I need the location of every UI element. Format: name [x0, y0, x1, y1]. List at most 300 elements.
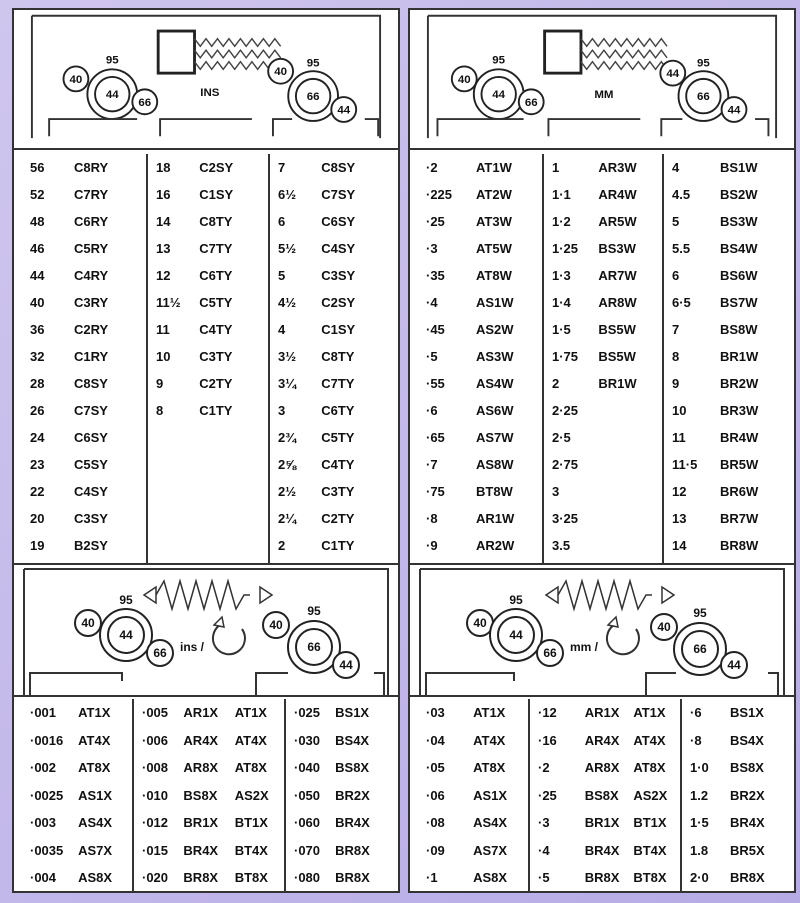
gear-setting-code: BR5X: [730, 842, 765, 858]
table-row: [544, 235, 662, 262]
feed-value: 3¼: [278, 376, 297, 391]
gear-left-right-label: 66: [524, 96, 538, 109]
table-row: [544, 181, 662, 208]
gear-setting-code: BS6W: [720, 268, 758, 283]
table-row: [418, 754, 528, 782]
feed-value: 1·25: [552, 241, 579, 256]
feed-value: ·015: [142, 842, 169, 858]
table-row: [418, 262, 542, 289]
feed-value: 3·25: [552, 511, 579, 526]
table-row: [418, 782, 528, 810]
gear-right-top-label: 95: [307, 604, 321, 619]
table-row: [148, 316, 268, 343]
gear-right-small-label: 40: [269, 618, 283, 633]
gear-setting-code: AT2W: [476, 187, 512, 202]
feed-value: 11·5: [672, 457, 698, 472]
gear-setting-code: BS3W: [720, 214, 758, 229]
feed-value: 1·0: [690, 760, 709, 776]
feed-value: ·005: [142, 705, 169, 721]
gear-setting-code: BS8X: [183, 787, 218, 803]
ins-table-column-2: [148, 154, 270, 563]
feed-value: 14: [156, 214, 171, 229]
gear-setting-code: AT8X: [633, 760, 666, 776]
table-row: [148, 262, 268, 289]
gear-setting-code: C6RY: [74, 214, 109, 229]
gear-setting-code: BT1X: [633, 815, 667, 831]
gear-right-top-label: 95: [693, 606, 707, 621]
gear-setting-code: AT1X: [78, 705, 111, 721]
feed-value: 1·5: [552, 322, 571, 337]
table-row: [544, 478, 662, 505]
table-row: [530, 809, 680, 837]
feed-value: ·0025: [30, 787, 64, 803]
feed-value: 2·0: [690, 870, 709, 886]
feed-value: 10: [156, 349, 171, 364]
table-row: [418, 478, 542, 505]
mm-fine-column-1: [418, 699, 530, 891]
feed-value: ·55: [426, 376, 445, 391]
feed-value: ·09: [426, 842, 445, 858]
table-row: [530, 837, 680, 865]
gear-setting-code: AT8X: [234, 760, 267, 776]
gear-setting-code: BS1X: [730, 705, 764, 721]
feed-value: ·9: [426, 538, 438, 553]
feed-value: 1·5: [690, 815, 709, 831]
feed-value: 22: [30, 484, 45, 499]
gear-setting-code: AS1W: [476, 295, 514, 310]
feed-value: 6: [278, 214, 286, 229]
feed-value: 3.5: [552, 538, 571, 553]
feed-value: ·25: [426, 214, 445, 229]
feed-value: 28: [30, 376, 45, 391]
gear-setting-code: BR1X: [584, 815, 620, 831]
feed-value: ·4: [426, 295, 438, 310]
feed-value: ·4: [538, 842, 550, 858]
feed-value: 1·75: [552, 349, 579, 364]
gear-setting-code: C2TY: [321, 511, 355, 526]
ins-fine-feed-table: [14, 697, 398, 891]
gear-setting-code: BR2X: [730, 787, 765, 803]
gear-setting-code: AS2X: [234, 787, 269, 803]
gear-setting-code: C7SY: [321, 187, 356, 202]
gear-left-center-label: 44: [492, 89, 506, 102]
table-row: [270, 289, 390, 316]
table-row: [22, 451, 146, 478]
mm-table-column-3: [664, 154, 786, 563]
feed-value: 6: [672, 268, 680, 283]
feed-value: ·025: [294, 705, 321, 721]
feed-value: 6½: [278, 187, 297, 202]
gear-setting-code: C7TY: [199, 241, 233, 256]
feed-value: ·070: [294, 842, 321, 858]
table-row: [22, 208, 146, 235]
table-row: [270, 370, 390, 397]
gear-setting-code: BS4X: [335, 732, 370, 748]
gear-left-center-label: 44: [105, 89, 119, 102]
feed-value: ·0035: [30, 842, 64, 858]
gear-right-small-label: 44: [666, 68, 680, 81]
table-row: [22, 154, 146, 181]
table-row: [134, 864, 284, 891]
gear-left-small-label: 40: [457, 73, 471, 86]
feed-value: 3: [552, 484, 560, 499]
gear-setting-code: AR2W: [476, 538, 515, 553]
table-row: [544, 397, 662, 424]
table-row: [530, 727, 680, 755]
table-row: [544, 532, 662, 559]
feed-value: 23: [30, 457, 45, 472]
feed-value: 1.8: [690, 842, 709, 858]
table-row: [664, 208, 786, 235]
gear-setting-code: AR1X: [584, 705, 620, 721]
table-row: [270, 154, 390, 181]
table-row: [134, 727, 284, 755]
table-row: [418, 154, 542, 181]
feed-value: 32: [30, 349, 45, 364]
feed-value: 1·3: [552, 268, 571, 283]
feed-value: ·050: [294, 787, 321, 803]
feed-value: 2½: [278, 484, 297, 499]
table-row: [664, 370, 786, 397]
feed-value: 24: [30, 430, 45, 445]
feed-value: 2: [552, 376, 560, 391]
feed-value: 1.2: [690, 787, 709, 803]
table-row: [148, 397, 268, 424]
feed-value: 9: [156, 376, 164, 391]
feed-value: 8: [672, 349, 680, 364]
gear-setting-code: BS1W: [720, 160, 758, 175]
gear-setting-code: BR4X: [335, 815, 370, 831]
table-row: [530, 754, 680, 782]
ins-leadscrew-gear-diagram: [14, 10, 398, 142]
mm-feed-diagram: [410, 565, 794, 697]
gear-setting-code: C2SY: [199, 160, 234, 175]
table-row: [22, 262, 146, 289]
gear-setting-code: C8SY: [74, 376, 108, 391]
table-row: [544, 289, 662, 316]
table-row: [286, 837, 390, 865]
gear-left-top-label: 95: [509, 593, 523, 608]
gear-setting-code: C3TY: [321, 484, 355, 499]
mm-feed-table: [410, 150, 794, 565]
table-row: [418, 532, 542, 559]
gear-setting-code: BR8X: [183, 870, 219, 886]
gear-setting-code: BR4X: [183, 842, 219, 858]
gear-setting-code: C7RY: [74, 187, 109, 202]
gear-setting-code: BS8X: [584, 787, 619, 803]
table-row: [286, 809, 390, 837]
gear-right-right-label: 44: [337, 104, 351, 117]
table-row: [418, 235, 542, 262]
table-row: [22, 754, 132, 782]
feed-value: 2: [278, 538, 286, 553]
feed-value: ·010: [142, 787, 169, 803]
table-row: [418, 424, 542, 451]
gear-setting-code: C8SY: [321, 160, 356, 175]
table-row: [22, 235, 146, 262]
gear-setting-code: C2RY: [74, 322, 109, 337]
gear-setting-code: AR1X: [183, 705, 219, 721]
table-row: [664, 343, 786, 370]
gear-setting-code: C6TY: [199, 268, 233, 283]
feed-value: ·8: [426, 511, 438, 526]
gear-setting-code: AT8X: [78, 760, 111, 776]
gear-setting-code: BS5W: [598, 349, 636, 364]
gear-setting-code: BS3W: [598, 241, 636, 256]
table-row: [22, 424, 146, 451]
gear-setting-code: BR8X: [335, 870, 370, 886]
table-row: [134, 754, 284, 782]
gear-setting-code: BS5W: [598, 322, 636, 337]
ins-feed-table: [14, 150, 398, 565]
feed-value: ·35: [426, 268, 445, 283]
table-row: [22, 837, 132, 865]
gear-setting-code: BS8W: [720, 322, 758, 337]
feed-value: 13: [672, 511, 687, 526]
table-row: [664, 505, 786, 532]
feed-value: ·5: [426, 349, 438, 364]
feed-value: 5: [278, 268, 286, 283]
table-row: [22, 289, 146, 316]
table-row: [148, 289, 268, 316]
feed-value: ·5: [538, 870, 550, 886]
feed-value: 12: [672, 484, 687, 499]
table-row: [544, 208, 662, 235]
gear-setting-code: BR3W: [720, 403, 759, 418]
gear-setting-code: BS2W: [720, 187, 758, 202]
feed-value: 10: [672, 403, 687, 418]
ins-feed-gear-diagram: [14, 565, 398, 697]
feed-value: 4: [278, 322, 286, 337]
ins-top-diagram: [14, 10, 398, 150]
gear-setting-code: BR1X: [183, 815, 219, 831]
table-row: [22, 782, 132, 810]
gear-setting-code: BR8X: [584, 870, 620, 886]
gear-setting-code: AT5W: [476, 241, 512, 256]
table-row: [148, 181, 268, 208]
feed-value: ·006: [142, 732, 169, 748]
gear-left-small-label: 40: [69, 73, 83, 86]
gear-setting-code: BR1W: [598, 376, 637, 391]
feed-value: ·2: [426, 160, 438, 175]
table-row: [270, 532, 390, 559]
gear-setting-code: AS4W: [476, 376, 514, 391]
feed-value: ·3: [426, 241, 438, 256]
table-row: [22, 316, 146, 343]
gear-setting-code: C1SY: [321, 322, 356, 337]
feed-value: 12: [156, 268, 171, 283]
gear-right-small-label: 40: [657, 620, 671, 635]
table-row: [22, 699, 132, 727]
mm-table-column-2: [544, 154, 664, 563]
mm-table-column-1: [418, 154, 544, 563]
gear-setting-code: C1SY: [199, 187, 234, 202]
feed-value: ·45: [426, 322, 445, 337]
table-row: [544, 316, 662, 343]
table-row: [270, 451, 390, 478]
gear-setting-code: BR4W: [720, 430, 759, 445]
table-row: [286, 754, 390, 782]
feed-value: 8: [156, 403, 164, 418]
feed-value: ·2: [538, 760, 550, 776]
table-row: [286, 782, 390, 810]
feed-value: 1: [552, 160, 560, 175]
ins-fine-column-1: [22, 699, 134, 891]
feed-value: ·16: [538, 732, 557, 748]
table-row: [544, 154, 662, 181]
gear-setting-code: BT8X: [633, 870, 667, 886]
feed-value: 2·25: [552, 403, 579, 418]
table-row: [148, 343, 268, 370]
table-row: [22, 343, 146, 370]
feed-value: 6·5: [672, 295, 691, 310]
gear-setting-code: C6SY: [321, 214, 356, 229]
gear-setting-code: BR1W: [720, 349, 759, 364]
feed-value: 5.5: [672, 241, 691, 256]
table-row: [664, 316, 786, 343]
feed-value: ·020: [142, 870, 169, 886]
table-row: [544, 262, 662, 289]
gear-setting-code: AT4X: [633, 732, 666, 748]
feed-value: 40: [30, 295, 45, 310]
feed-value: ·0016: [30, 732, 64, 748]
table-row: [664, 235, 786, 262]
feed-value: 1·4: [552, 295, 571, 310]
gear-left-center-label: 44: [119, 628, 133, 643]
feed-value: ·040: [294, 760, 321, 776]
gear-setting-code: C7TY: [321, 376, 355, 391]
gear-setting-code: C3SY: [74, 511, 108, 526]
table-row: [664, 154, 786, 181]
gear-setting-code: C6SY: [74, 430, 108, 445]
gear-setting-code: C4TY: [321, 457, 355, 472]
feed-value: 56: [30, 160, 45, 175]
feed-value: 18: [156, 160, 171, 175]
feed-value: 4: [672, 160, 680, 175]
feed-value: ·225: [426, 187, 453, 202]
gear-setting-code: BR6W: [720, 484, 759, 499]
gear-setting-code: C4SY: [321, 241, 356, 256]
feed-value: 19: [30, 538, 45, 553]
ins-threading-chart: [12, 8, 400, 893]
feed-value: 2·75: [552, 457, 579, 472]
gear-setting-code: C3SY: [321, 268, 356, 283]
gear-setting-code: BR8W: [720, 538, 759, 553]
table-row: [22, 397, 146, 424]
gear-setting-code: AS7W: [476, 430, 514, 445]
table-row: [270, 397, 390, 424]
table-row: [418, 370, 542, 397]
table-row: [22, 532, 146, 559]
gear-setting-code: AS6W: [476, 403, 514, 418]
gear-setting-code: C4TY: [199, 322, 233, 337]
feed-value: ·75: [426, 484, 445, 499]
table-row: [286, 699, 390, 727]
mm-feed-unit-label: mm /: [570, 640, 599, 654]
table-row: [544, 505, 662, 532]
gear-setting-code: AR8X: [584, 760, 620, 776]
table-row: [664, 397, 786, 424]
gear-setting-code: AR4X: [183, 732, 219, 748]
gear-setting-code: C1TY: [321, 538, 355, 553]
gear-setting-code: B2SY: [74, 538, 108, 553]
table-row: [418, 451, 542, 478]
gear-setting-code: AS2X: [633, 787, 668, 803]
feed-value: 3½: [278, 349, 297, 364]
table-row: [544, 424, 662, 451]
gear-setting-code: AT1W: [476, 160, 512, 175]
table-row: [544, 451, 662, 478]
table-row: [270, 181, 390, 208]
gear-left-small-label: 40: [473, 616, 487, 631]
table-row: [418, 809, 528, 837]
table-row: [270, 505, 390, 532]
ins-table-column-3: [270, 154, 390, 563]
table-row: [270, 235, 390, 262]
gear-setting-code: BS1X: [335, 705, 370, 721]
feed-value: 2¾: [278, 430, 297, 445]
gear-left-top-label: 95: [492, 54, 506, 67]
gear-right-top-label: 95: [306, 57, 320, 70]
gear-setting-code: BS8X: [730, 760, 764, 776]
mm-leadscrew-gear-diagram: [410, 10, 794, 142]
feed-value: ·06: [426, 787, 445, 803]
table-row: [148, 370, 268, 397]
feed-value: 20: [30, 511, 45, 526]
feed-value: 52: [30, 187, 45, 202]
table-row: [418, 343, 542, 370]
table-row: [270, 343, 390, 370]
table-row: [286, 727, 390, 755]
feed-value: 16: [156, 187, 171, 202]
table-row: [530, 699, 680, 727]
gear-setting-code: C3RY: [74, 295, 109, 310]
table-row: [22, 370, 146, 397]
feed-value: 46: [30, 241, 45, 256]
table-row: [418, 864, 528, 891]
feed-value: 3: [278, 403, 286, 418]
table-row: [530, 864, 680, 891]
gear-left-right-label: 66: [138, 96, 152, 109]
gear-setting-code: BS4W: [720, 241, 758, 256]
gear-left-right-label: 66: [543, 646, 557, 661]
gear-right-center-label: 66: [307, 640, 321, 655]
feed-value: ·08: [426, 815, 445, 831]
gear-setting-code: C2TY: [199, 376, 233, 391]
feed-value: 13: [156, 241, 171, 256]
gear-setting-code: C3TY: [199, 349, 233, 364]
table-row: [664, 289, 786, 316]
feed-value: 2·5: [552, 430, 571, 445]
table-row: [270, 478, 390, 505]
gear-right-center-label: 66: [693, 642, 707, 657]
mm-fine-column-2: [530, 699, 682, 891]
ins-fine-column-3: [286, 699, 390, 891]
table-row: [22, 864, 132, 891]
table-row: [134, 699, 284, 727]
gear-setting-code: AS3W: [476, 349, 514, 364]
feed-value: ·6: [426, 403, 438, 418]
feed-value: ·060: [294, 815, 321, 831]
feed-value: ·04: [426, 732, 445, 748]
feed-value: ·001: [30, 705, 57, 721]
feed-value: ·65: [426, 430, 445, 445]
table-row: [270, 424, 390, 451]
gear-setting-code: BR8X: [730, 870, 765, 886]
gear-setting-code: C8TY: [199, 214, 233, 229]
table-row: [418, 727, 528, 755]
gear-setting-code: BT8W: [476, 484, 513, 499]
